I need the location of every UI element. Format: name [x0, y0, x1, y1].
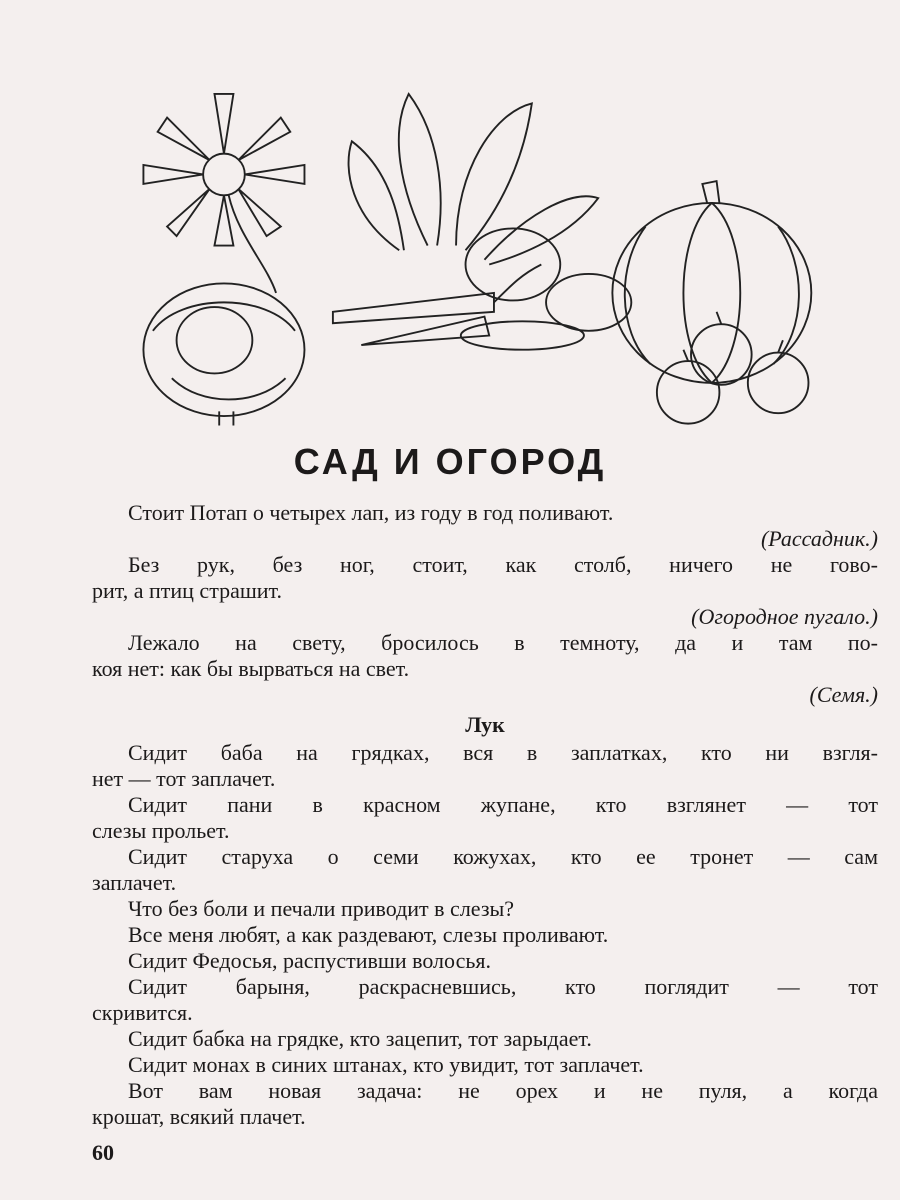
riddle-line: крошат, всякий плачет. — [92, 1104, 306, 1129]
riddle-line: заплачет. — [92, 870, 177, 895]
riddle-line: Сидит монах в синих штанах, кто увидит, тот заплачет. — [128, 1052, 644, 1077]
riddle-line: Сидит Федосья, распустивши волосья. — [128, 948, 491, 973]
riddle-line: Без рук, без ног, стоит, как столб, ничего не гово- — [128, 552, 878, 577]
riddle-line: Сидит барыня, раскрасневшись, кто поглядит — тот — [128, 974, 878, 999]
riddles-text — [92, 500, 878, 1130]
riddle-answer: (Семя.) — [809, 682, 878, 707]
riddle-line: Стоит Потап о четырех лап, из году в год поливают. — [128, 500, 614, 525]
section-heading: Лук — [465, 712, 505, 737]
cabbage-icon — [143, 283, 304, 425]
apples-icon — [657, 312, 809, 424]
riddle-line: рит, а птиц страшит. — [92, 578, 283, 603]
page-title: САД И ОГОРОД — [293, 441, 607, 482]
riddle-line: Сидит бабка на грядке, кто зацепит, тот зарыдает. — [128, 1026, 592, 1051]
riddle-line: нет — тот заплачет. — [92, 766, 276, 791]
riddle-line: Вот вам новая задача: не орех и не пуля, а когда — [128, 1078, 878, 1103]
daisy-flower-icon — [143, 94, 304, 293]
riddle-line: слезы прольет. — [92, 818, 230, 843]
riddle-line: Сидит пани в красном жупане, кто взглянет — тот — [128, 792, 878, 817]
garden-vegetables-illustration — [95, 75, 855, 435]
radish-icon — [466, 228, 632, 330]
riddle-line: скривится. — [92, 1000, 193, 1025]
carrot-icon — [333, 264, 541, 345]
riddle-line: Сидит баба на грядках, вся в заплатках, кто ни взгля- — [128, 740, 878, 765]
beet-leaves-icon — [349, 94, 599, 265]
riddle-line: Сидит старуха о семи кожухах, кто ее тронет — сам — [128, 844, 878, 869]
page-number: 60 — [92, 1140, 114, 1165]
riddle-line: коя нет: как бы вырваться на свет. — [92, 656, 410, 681]
riddle-line: Лежало на свету, бросилось в темноту, да и там по- — [128, 630, 878, 655]
riddle-line: Все меня любят, а как раздевают, слезы проливают. — [128, 922, 609, 947]
riddle-line: Что без боли и печали приводит в слезы? — [128, 896, 515, 921]
riddle-answer: (Огородное пугало.) — [691, 604, 878, 629]
riddle-answer: (Рассадник.) — [760, 526, 878, 551]
